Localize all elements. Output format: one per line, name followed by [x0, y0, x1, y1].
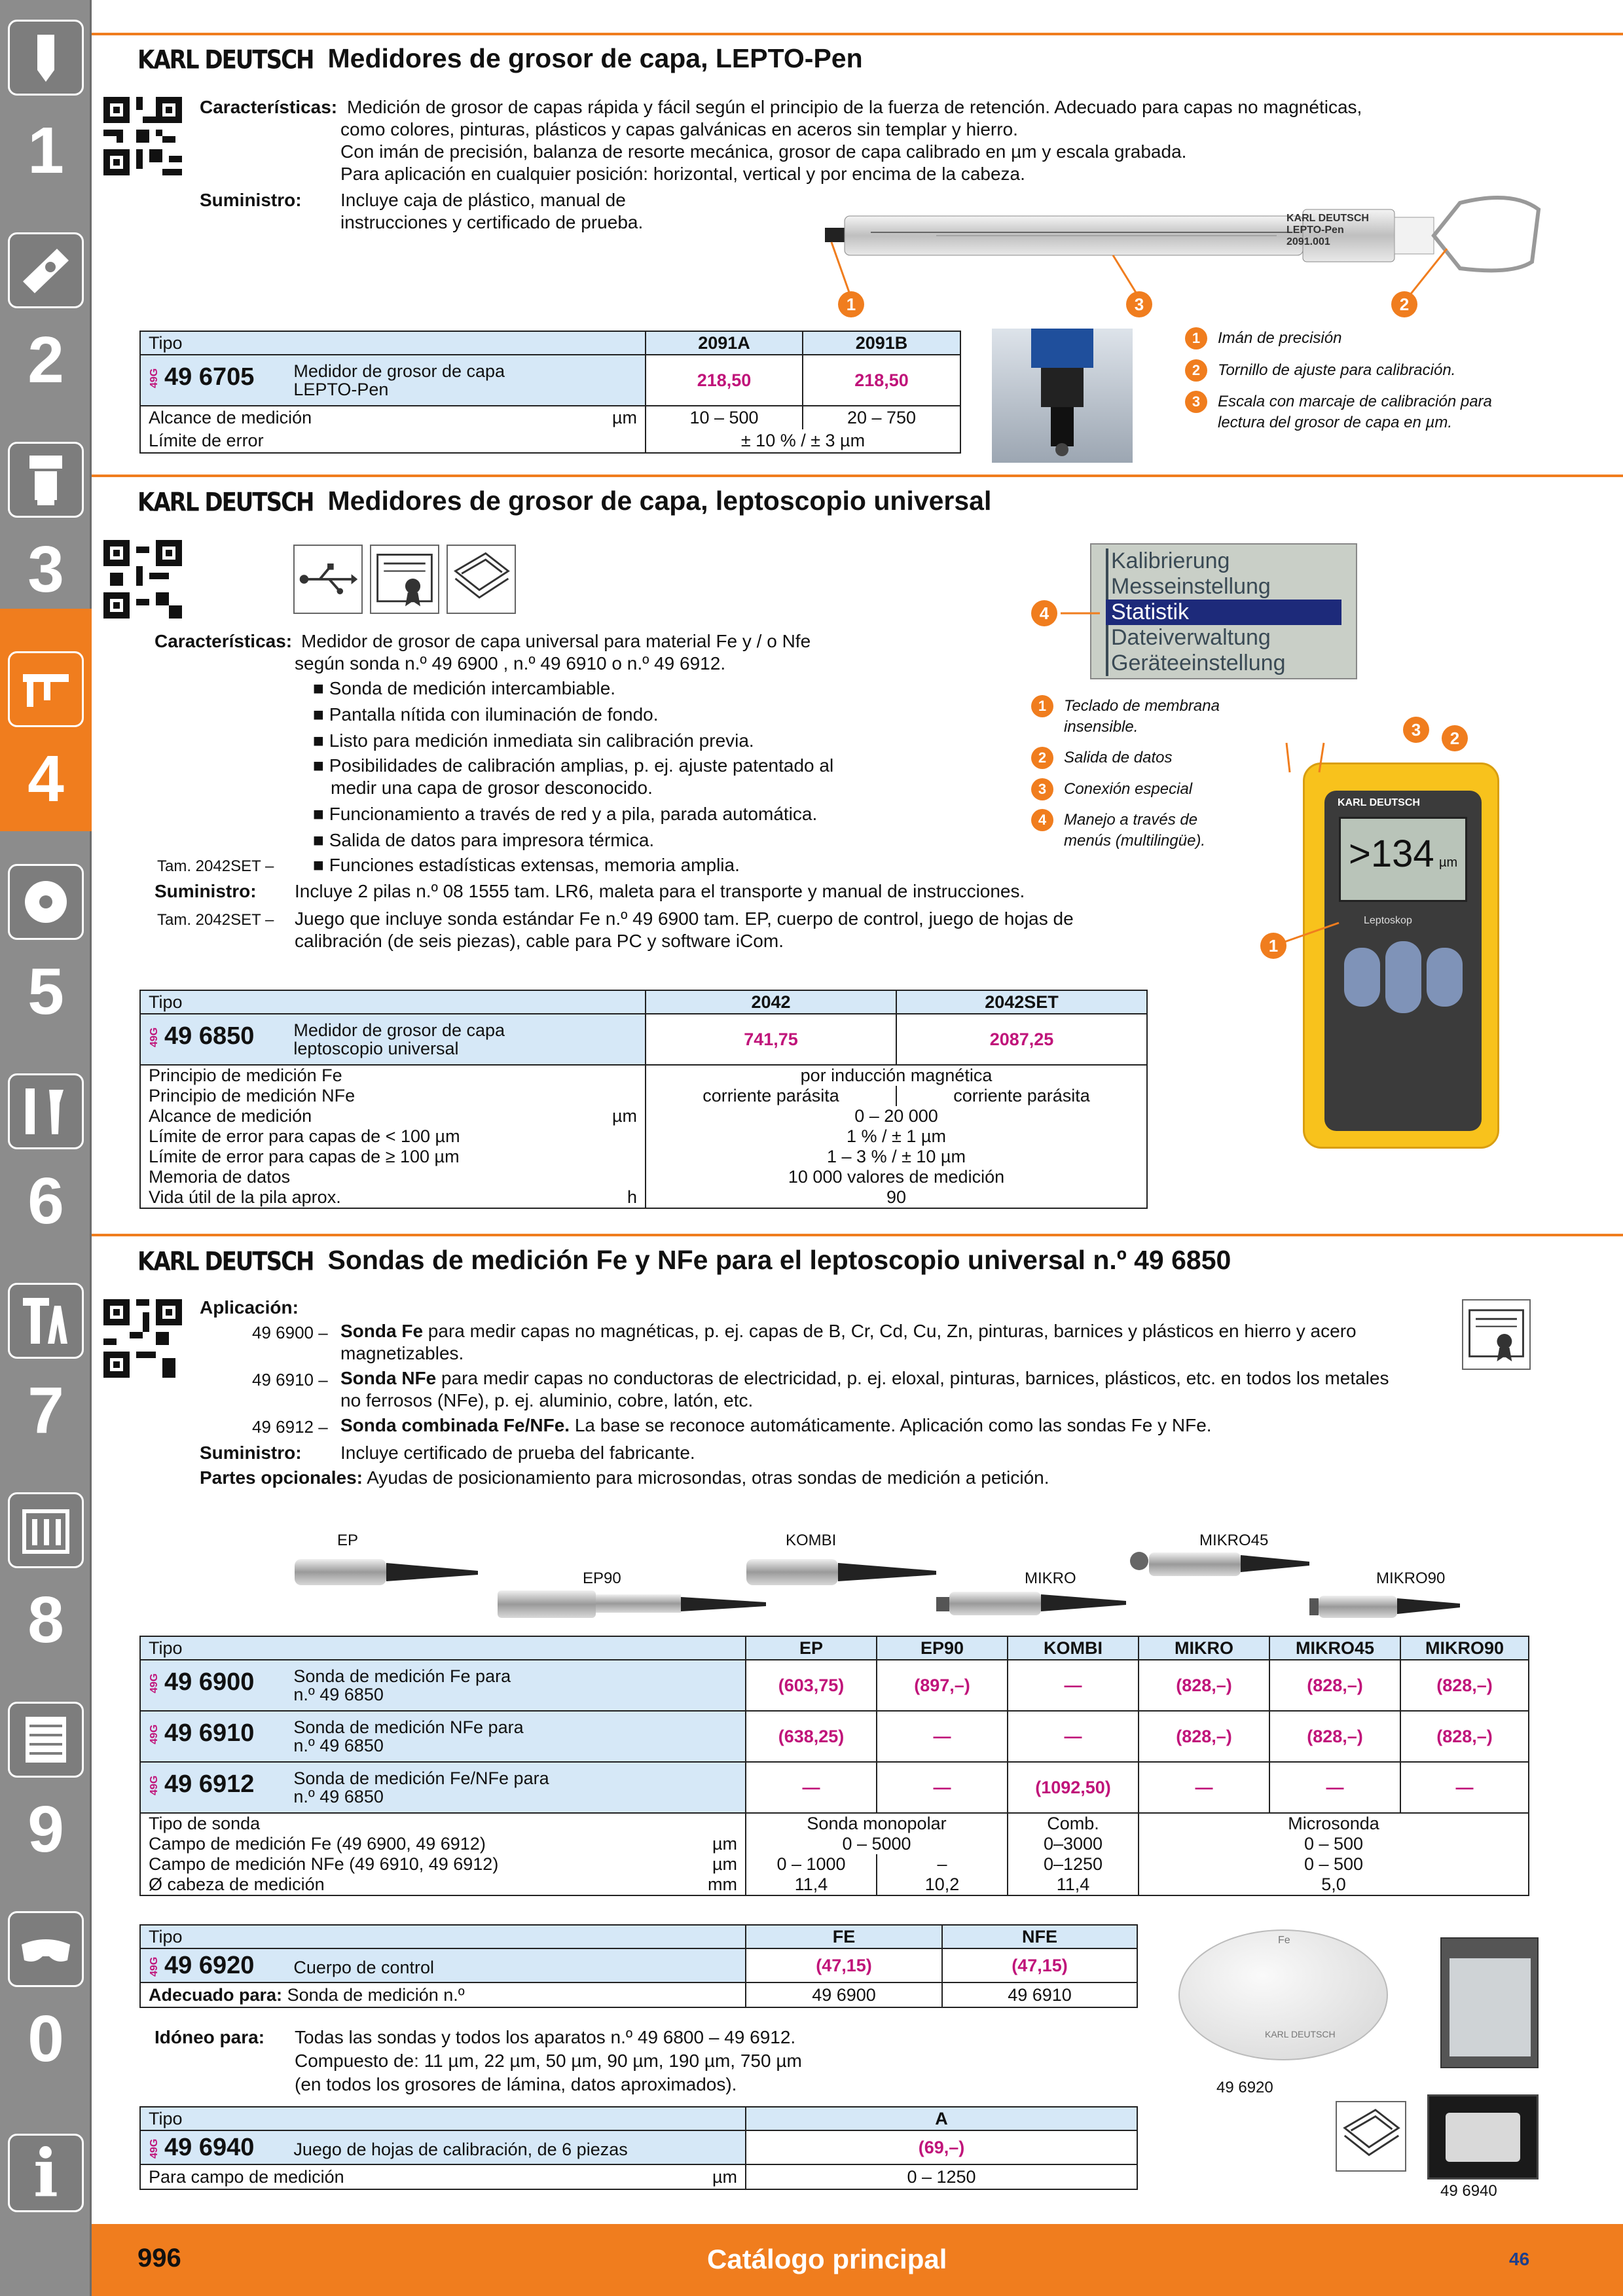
- footer-page-number: 996: [137, 2244, 181, 2272]
- s3-optional-label: Partes opcionales:: [200, 1467, 363, 1488]
- chapter-8-toolcase-icon[interactable]: [8, 1492, 84, 1568]
- s2-legend-4b: menús (multilingüe).: [1064, 832, 1206, 850]
- section-1-top-rule: [92, 33, 1623, 35]
- s3-p1-ep[interactable]: (603,75): [746, 1660, 877, 1711]
- s1-range-2091b: 20 – 750: [803, 406, 960, 429]
- menu-item-messeinstellung: Messeinstellung: [1106, 574, 1341, 600]
- s1-range-unit: µm: [611, 408, 637, 427]
- chapter-6-number[interactable]: 6: [27, 1164, 64, 1238]
- s3-spec-1-b: Comb.: [1008, 1813, 1139, 1834]
- s5-group-tag: 49G: [149, 2138, 160, 2159]
- s3-app-code-2: 49 6910 –: [252, 1370, 328, 1390]
- s4-product-cell: [140, 1948, 746, 1982]
- s3-app-text-1b: magnetizables.: [340, 1343, 464, 1363]
- s3-col-mikro90: MIKRO90: [1400, 1636, 1529, 1660]
- s2-bullet-7: ■ Funciones estadísticas extensas, memoria amplia.: [313, 855, 740, 875]
- s1-feature-line-3: Con imán de precisión, balanza de resorte mecánica, grosor de capa calibrado en µm y escala grabada.: [340, 141, 1187, 162]
- s3-p2-mikro90[interactable]: (828,–): [1400, 1711, 1529, 1762]
- s4-ideal-line-3: (en todos los grosores de lámina, datos aproximados).: [295, 2074, 737, 2094]
- section-3-title: Sondas de medición Fe y NFe para el leptoscopio universal n.º 49 6850: [327, 1245, 1231, 1275]
- s3-p3-mikro: —: [1139, 1762, 1269, 1813]
- s3-product-3-desc-2: n.º 49 6850: [293, 1787, 384, 1806]
- pen-tip-photo: [992, 329, 1133, 463]
- chapter-5-saw-icon[interactable]: [8, 864, 84, 940]
- s1-col-2091a: 2091A: [646, 331, 803, 355]
- foil-case-image: [1427, 2094, 1539, 2179]
- s2-legend-1b: insensible.: [1064, 718, 1139, 736]
- chapter-3-number[interactable]: 3: [27, 533, 64, 606]
- s2-spec-label-cell-7: [140, 1187, 646, 1208]
- s1-legend-1: Imán de precisión: [1218, 329, 1342, 347]
- s3-product-3-desc-1: Sonda de medición Fe/NFe para: [293, 1768, 549, 1788]
- s3-col-ep90: EP90: [877, 1636, 1008, 1660]
- s2-legend-num-3: 3: [1031, 778, 1053, 800]
- s3-p3-kombi[interactable]: (1092,50): [1008, 1762, 1139, 1813]
- s4-tipo-header: Tipo: [140, 1925, 746, 1948]
- s5-tipo-header: Tipo: [140, 2107, 746, 2130]
- pen-callout-lines: [805, 190, 1591, 321]
- s3-spec-unit-3: µm: [712, 1854, 737, 1874]
- pen-engraving-brand: KARL DEUTSCH: [1286, 213, 1369, 224]
- s4-image-label-1: 49 6920: [1216, 2079, 1273, 2096]
- s1-supply-label: Suministro:: [200, 190, 302, 210]
- s3-spec-3-a1: 0 – 1000: [746, 1854, 877, 1874]
- s2-spec-val-3: 0 – 20 000: [646, 1106, 1147, 1126]
- s3-p3-ep: —: [746, 1762, 877, 1813]
- s2-tam-prefix-2: Tam. 2042SET –: [157, 911, 274, 929]
- s4-product-code[interactable]: 49 6920: [164, 1951, 255, 1979]
- device-callout-2: 2: [1442, 725, 1468, 751]
- s2-spec-label-2: Principio de medición NFe: [140, 1086, 646, 1106]
- s2-product-code[interactable]: 49 6850: [164, 1022, 255, 1050]
- s1-col-2091b: 2091B: [803, 331, 960, 355]
- s1-supply-line-1: Incluye caja de plástico, manual de: [340, 190, 626, 210]
- s4-image-label-2: 49 6940: [1440, 2182, 1497, 2200]
- s3-spec-label-1: Tipo de sonda: [140, 1813, 746, 1834]
- menu-screen: [1090, 543, 1357, 679]
- s3-product-2-desc-1: Sonda de medición NFe para: [293, 1717, 524, 1737]
- chapter-info-icon[interactable]: [8, 2134, 84, 2212]
- s5-price-a[interactable]: (69,–): [746, 2130, 1137, 2164]
- s3-p2-mikro45[interactable]: (828,–): [1269, 1711, 1400, 1762]
- pen-engraving-model: LEPTO-Pen: [1286, 224, 1344, 236]
- s1-legend-2: Tornillo de ajuste para calibración.: [1218, 361, 1456, 379]
- s3-p1-mikro45[interactable]: (828,–): [1269, 1660, 1400, 1711]
- s3-product-cell-2: [140, 1711, 746, 1762]
- s3-spec-4-a2: 10,2: [877, 1874, 1008, 1895]
- probe-label-ep90: EP90: [583, 1570, 621, 1587]
- s3-supply-text: Incluye certificado de prueba del fabricante.: [340, 1443, 695, 1463]
- pen-tip-drawing: [992, 329, 1133, 463]
- s2-tipo-header: Tipo: [140, 990, 646, 1014]
- s2-bullet-2-text: Pantalla nítida con iluminación de fondo.: [329, 704, 659, 725]
- chapter-9-number[interactable]: 9: [27, 1793, 64, 1866]
- s3-spec-3-c: 0 – 500: [1139, 1854, 1529, 1874]
- s4-fit-label: Adecuado para:: [149, 1984, 283, 2005]
- s3-app-name-2: Sonda NFe: [340, 1368, 437, 1388]
- s3-spec-2-c: 0 – 500: [1139, 1834, 1529, 1854]
- brand-logo-3: KARL DEUTSCH: [137, 1247, 314, 1277]
- s3-spec-2-b: 0–3000: [1008, 1834, 1139, 1854]
- s2-feature-line-2: según sonda n.º 49 6900 , n.º 49 6910 o n.º 49 6912.: [295, 653, 726, 673]
- chapter-8-number[interactable]: 8: [27, 1583, 64, 1657]
- s1-product-desc-2: LEPTO-Pen: [293, 380, 389, 399]
- section-3-heading: [137, 1245, 1231, 1276]
- s5-range-value: 0 – 1250: [746, 2164, 1137, 2189]
- s3-product-1-desc-2: n.º 49 6850: [293, 1685, 384, 1704]
- s3-p1-mikro[interactable]: (828,–): [1139, 1660, 1269, 1711]
- s3-spec-1-c: Microsonda: [1139, 1813, 1529, 1834]
- probe-label-mikro: MIKRO: [1025, 1570, 1076, 1587]
- s3-product-cell-3: [140, 1762, 746, 1813]
- s3-spec-4-c: 5,0: [1139, 1874, 1529, 1895]
- menu-callout-4: 4: [1031, 600, 1057, 626]
- s2-product-table: [139, 990, 1148, 1209]
- s3-spec-unit-2: µm: [712, 1834, 737, 1854]
- qr-code-section-1[interactable]: [103, 97, 182, 175]
- s4-ideal-line-2: Compuesto de: 11 µm, 22 µm, 50 µm, 90 µm, 190 µm, 750 µm: [295, 2051, 802, 2071]
- chapter-9-cabinet-icon[interactable]: [8, 1702, 84, 1778]
- foil-case-insert: [1446, 2113, 1520, 2162]
- s3-p1-ep90[interactable]: (897,–): [877, 1660, 1008, 1711]
- s2-bullet-2: ■ Pantalla nítida con iluminación de fondo.: [313, 704, 659, 725]
- s4-col-nfe: NFE: [942, 1925, 1137, 1948]
- s2-bullet-4-cont: medir una capa de grosor desconocido.: [331, 778, 653, 798]
- s3-spec-1-a: Sonda monopolar: [746, 1813, 1008, 1834]
- s3-optional-line: [200, 1466, 1049, 1490]
- s2-spec-label-1: Principio de medición Fe: [140, 1065, 646, 1086]
- s3-app-text-3: La base se reconoce automáticamente. Aplicación como las sondas Fe y NFe.: [574, 1415, 1212, 1435]
- s3-app-line-2: [340, 1367, 1389, 1390]
- s5-range-cell: [140, 2164, 746, 2189]
- s3-optional-text: Ayudas de posicionamiento para microsondas, otras sondas de medición a petición.: [367, 1467, 1049, 1488]
- s2-bullet-7-text: Funciones estadísticas extensas, memoria amplia.: [329, 855, 740, 875]
- qr-code-section-2[interactable]: [103, 540, 182, 619]
- s3-product-2-desc-2: n.º 49 6850: [293, 1736, 384, 1755]
- probe-label-mikro45: MIKRO45: [1199, 1532, 1269, 1549]
- s2-legend-num-4: 4: [1031, 809, 1053, 831]
- disc-text-brand: KARL DEUTSCH: [1265, 2029, 1336, 2039]
- s3-app-code-1: 49 6900 –: [252, 1323, 328, 1342]
- s3-spec-4-a1: 11,4: [746, 1874, 877, 1895]
- s1-product-desc-1: Medidor de grosor de capa: [293, 361, 505, 381]
- s2-product-cell: [140, 1014, 646, 1065]
- probe-label-mikro90: MIKRO90: [1376, 1570, 1446, 1587]
- s2-product-desc-2: leptoscopio universal: [293, 1039, 459, 1058]
- s1-product-table: [139, 331, 961, 454]
- s4-fit-nfe: 49 6910: [942, 1982, 1137, 2007]
- foil-box-image: [1440, 1937, 1539, 2068]
- s1-feature-line-2: como colores, pinturas, plásticos y capas galvánicas en aceros sin templar y hierro.: [340, 119, 1018, 139]
- s3-spec-3-a2: –: [877, 1854, 1008, 1874]
- s1-range-label-cell: [140, 406, 646, 429]
- s5-product-table: [139, 2106, 1138, 2190]
- s2-spec-label-4: Límite de error para capas de < 100 µm: [140, 1126, 646, 1147]
- s1-product-code[interactable]: 49 6705: [164, 363, 255, 391]
- chapter-7-number[interactable]: 7: [27, 1374, 64, 1447]
- chapter-sidebar: [0, 0, 92, 2296]
- s2-spec-unit-3: µm: [611, 1106, 637, 1126]
- s2-feature-line-1: Medidor de grosor de capa universal para material Fe y / o Nfe: [301, 631, 811, 651]
- s2-bullet-6: ■ Salida de datos para impresora térmica.: [313, 830, 655, 850]
- s3-product-cell-1: [140, 1660, 746, 1711]
- s1-group-tag: 49G: [149, 368, 160, 389]
- s3-app-name-3: Sonda combinada Fe/NFe.: [340, 1415, 570, 1435]
- s2-spec-val-4: 1 % / ± 1 µm: [646, 1126, 1147, 1147]
- s4-fit-fe: 49 6900: [746, 1982, 942, 2007]
- s3-spec-unit-4: mm: [708, 1874, 737, 1894]
- brand-logo: KARL DEUTSCH: [137, 45, 314, 75]
- s4-ideal-label: Idóneo para:: [155, 2027, 265, 2047]
- s2-bullet-6-text: Salida de datos para impresora térmica.: [329, 830, 655, 850]
- s2-spec-val-2b: corriente parásita: [896, 1086, 1147, 1106]
- s3-spec-4-b: 11,4: [1008, 1874, 1139, 1895]
- s1-range-label: Alcance de medición: [149, 408, 312, 427]
- chapter-0-number[interactable]: 0: [27, 2002, 64, 2075]
- s3-app-text-2b: no ferrosos (NFe), p. ej. aluminio, cobre, latón, etc.: [340, 1390, 754, 1410]
- probes-image: [288, 1525, 1467, 1636]
- s1-legend-num-2: 2: [1185, 359, 1207, 382]
- s2-price-2042set[interactable]: 2087,25: [896, 1014, 1147, 1065]
- s2-spec-label-6: Memoria de datos: [140, 1167, 646, 1187]
- s3-product-table: [139, 1636, 1529, 1896]
- s2-bullet-5-text: Funcionamiento a través de red y a pila, parada automática.: [329, 804, 818, 824]
- section-2-title: Medidores de grosor de capa, leptoscopio universal: [327, 486, 992, 516]
- s1-error-value: ± 10 % / ± 3 µm: [646, 429, 960, 453]
- s4-product-desc: Cuerpo de control: [293, 1957, 435, 1977]
- s2-spec-label-3: Alcance de medición: [149, 1106, 312, 1126]
- s3-p3-ep90: —: [877, 1762, 1008, 1813]
- s2-legend-2: Salida de datos: [1064, 749, 1173, 766]
- s2-legend-4a: Manejo a través de: [1064, 811, 1198, 829]
- s3-app-code-3: 49 6912 –: [252, 1417, 328, 1437]
- certificate-icon-2: [1462, 1299, 1531, 1370]
- probe-label-kombi: KOMBI: [786, 1532, 837, 1549]
- chapter-4-number[interactable]: 4: [27, 742, 64, 816]
- disc-text-fe: Fe: [1278, 1935, 1290, 1946]
- chapter-6-wrench-icon[interactable]: [8, 1073, 84, 1149]
- menu-item-statistik: Statistik: [1106, 600, 1341, 625]
- s1-error-label: Límite de error: [140, 429, 646, 453]
- footer-edition-number: 46: [1509, 2249, 1530, 2269]
- s3-app-line-1: [340, 1319, 1357, 1343]
- s2-spec-val-5: 1 – 3 % / ± 10 µm: [646, 1147, 1147, 1167]
- s3-col-mikro45: MIKRO45: [1269, 1636, 1400, 1660]
- s3-spec-3-b: 0–1250: [1008, 1854, 1139, 1874]
- s1-legend-3b: lectura del grosor de capa en µm.: [1218, 414, 1453, 431]
- s4-col-fe: FE: [746, 1925, 942, 1948]
- s2-legend-num-2: 2: [1031, 747, 1053, 769]
- s2-spec-label-7: Vida útil de la pila aprox.: [149, 1187, 341, 1207]
- s1-legend-num-1: 1: [1185, 327, 1207, 350]
- s3-group-tag-2: 49G: [149, 1724, 160, 1745]
- s2-spec-label-5: Límite de error para capas de ≥ 100 µm: [140, 1147, 646, 1167]
- s5-product-code[interactable]: 49 6940: [164, 2133, 255, 2161]
- s4-fit-cell: [140, 1982, 746, 2007]
- s3-spec-label-3: Campo de medición NFe (49 6910, 49 6912): [149, 1854, 499, 1874]
- s2-bullet-3-text: Listo para medición inmediata sin calibración previa.: [329, 730, 754, 751]
- chapter-7-pliers-icon[interactable]: [8, 1283, 84, 1359]
- foil-box-label: [1450, 1958, 1531, 2056]
- device-model: Leptoskop: [1364, 915, 1412, 926]
- section-2-top-rule: [92, 475, 1623, 477]
- device-unit: µm: [1439, 855, 1458, 870]
- s1-range-2091a: 10 – 500: [646, 406, 803, 429]
- s4-price-fe[interactable]: (47,15): [746, 1948, 942, 1982]
- s2-legend-3: Conexión especial: [1064, 780, 1193, 798]
- s2-group-tag: 49G: [149, 1027, 160, 1048]
- s2-spec-val-2a: corriente parásita: [646, 1086, 896, 1106]
- footer-bar: [92, 2224, 1623, 2296]
- s2-tam-prefix-1: Tam. 2042SET –: [157, 857, 274, 875]
- device-brand: KARL DEUTSCH: [1338, 797, 1420, 808]
- s3-p1-mikro90[interactable]: (828,–): [1400, 1660, 1529, 1711]
- s3-app-label: Aplicación:: [200, 1297, 299, 1318]
- s3-app-text-2a: para medir capas no conductoras de electricidad, p. ej. eloxal, pinturas, barnices, plásticos, etc. en todos los metales: [441, 1368, 1389, 1388]
- s3-spec-cell-4: [140, 1874, 746, 1895]
- s4-group-tag: 49G: [149, 1956, 160, 1977]
- s3-product-code-1[interactable]: 49 6900: [164, 1668, 255, 1696]
- s2-price-2042[interactable]: 741,75: [646, 1014, 896, 1065]
- s5-col-a: A: [746, 2107, 1137, 2130]
- menu-item-kalibrierung: Kalibrierung: [1106, 548, 1341, 574]
- chapter-1-drill-icon[interactable]: [8, 20, 84, 96]
- menu-item-dateiverwaltung: Dateiverwaltung: [1106, 625, 1341, 651]
- s2-bullet-5: ■ Funcionamiento a través de red y a pila, parada automática.: [313, 804, 818, 824]
- s3-product-1-desc-1: Sonda de medición Fe para: [293, 1666, 511, 1686]
- s2-bullet-4: ■ Posibilidades de calibración amplias, p. ej. ajuste patentado al: [313, 755, 834, 776]
- carry-case-icon: [447, 545, 516, 614]
- s2-col-2042set: 2042SET: [896, 990, 1147, 1014]
- pen-callout-1: 1: [838, 291, 864, 317]
- s3-group-tag-1: 49G: [149, 1673, 160, 1694]
- chapter-2-insert-icon[interactable]: [8, 232, 84, 308]
- s2-legend-1a: Teclado de membrana: [1064, 697, 1220, 715]
- footer-catalog-title: Catálogo principal: [707, 2244, 947, 2274]
- s2-bullet-1: ■ Sonda de medición intercambiable.: [313, 678, 616, 698]
- s2-spec-val-6: 10 000 valores de medición: [646, 1167, 1147, 1187]
- s3-p2-ep[interactable]: (638,25): [746, 1711, 877, 1762]
- s1-supply-line-2: instrucciones y certificado de prueba.: [340, 212, 644, 232]
- chapter-info-letter: i: [33, 2134, 58, 2212]
- s3-p2-ep90: —: [877, 1711, 1008, 1762]
- section-1-heading: [137, 43, 863, 74]
- s1-features-label: Características:: [200, 97, 338, 117]
- s3-spec-label-2: Campo de medición Fe (49 6900, 49 6912): [149, 1834, 486, 1854]
- control-disc-image: [1178, 1929, 1388, 2060]
- s2-set-line-1: Juego que incluye sonda estándar Fe n.º 49 6900 tam. EP, cuerpo de control, juego de hojas de: [295, 908, 1074, 929]
- brand-logo-2: KARL DEUTSCH: [137, 488, 314, 518]
- s5-product-cell: [140, 2130, 746, 2164]
- s1-feature-line-4: Para aplicación en cualquier posición: horizontal, vertical y por encima de la cabeza.: [340, 164, 1025, 184]
- s4-ideal-line-1: Todas las sondas y todos los aparatos n.º 49 6800 – 49 6912.: [295, 2027, 796, 2047]
- s3-group-tag-3: 49G: [149, 1775, 160, 1796]
- s3-spec-cell-2: [140, 1834, 746, 1854]
- s2-product-desc-1: Medidor de grosor de capa: [293, 1020, 505, 1040]
- chapter-1-number[interactable]: 1: [27, 114, 64, 187]
- s2-spec-label-cell-3: [140, 1106, 646, 1126]
- s3-p3-mikro90: —: [1400, 1762, 1529, 1813]
- pen-engraving-serial: 2091.001: [1286, 236, 1330, 247]
- s3-p1-kombi: —: [1008, 1660, 1139, 1711]
- s3-app-line-3: [340, 1414, 1212, 1437]
- s2-bullet-4-text: Posibilidades de calibración amplias, p. ej. ajuste patentado al: [329, 755, 834, 776]
- s2-spec-val-1: por inducción magnética: [646, 1065, 1147, 1086]
- chapter-5-number[interactable]: 5: [27, 955, 64, 1028]
- device-callout-3: 3: [1403, 717, 1429, 743]
- s3-p2-kombi: —: [1008, 1711, 1139, 1762]
- menu-item-geraeteeinstellung: Geräteeinstellung: [1106, 651, 1341, 676]
- s3-spec-label-4: Ø cabeza de medición: [149, 1874, 325, 1894]
- s4-product-table: [139, 1924, 1138, 2008]
- certificate-icon: [370, 545, 439, 614]
- s3-spec-cell-3: [140, 1854, 746, 1874]
- qr-code-section-3[interactable]: [103, 1299, 182, 1378]
- s1-price-2091a[interactable]: 218,50: [646, 355, 803, 406]
- section-2-heading: [137, 486, 991, 516]
- s5-range-unit: µm: [712, 2166, 737, 2187]
- s3-spec-2-a: 0 – 5000: [746, 1834, 1008, 1854]
- chapter-3-chuck-icon[interactable]: [8, 442, 84, 518]
- s3-app-text-1a: para medir capas no magnéticas, p. ej. capas de B, Cr, Cd, Cu, Zn, pinturas, barnices y plásticos en hierro y acero: [428, 1321, 1357, 1341]
- s2-supply-text: Incluye 2 pilas n.º 08 1555 tam. LR6, maleta para el transporte y manual de instrucciones.: [295, 881, 1025, 901]
- chapter-4-caliper-icon[interactable]: [8, 651, 84, 727]
- device-callout-1: 1: [1260, 933, 1286, 959]
- s3-p3-mikro45: —: [1269, 1762, 1400, 1813]
- s2-col-2042: 2042: [646, 990, 896, 1014]
- chapter-2-number[interactable]: 2: [27, 323, 64, 397]
- pen-callout-3: 3: [1126, 291, 1152, 317]
- pen-callout-2: 2: [1391, 291, 1417, 317]
- s3-col-ep: EP: [746, 1636, 877, 1660]
- s4-fit-text: Sonda de medición n.º: [287, 1984, 465, 2005]
- s2-spec-val-7: 90: [646, 1187, 1147, 1208]
- s1-legend-3a: Escala con marcaje de calibración para: [1218, 393, 1492, 410]
- s3-product-code-3[interactable]: 49 6912: [164, 1770, 255, 1799]
- s2-legend-num-1: 1: [1031, 695, 1053, 717]
- section-1-title: Medidores de grosor de capa, LEPTO-Pen: [327, 43, 863, 73]
- s2-supply-label: Suministro:: [155, 881, 257, 901]
- s2-features-label: Características:: [155, 631, 293, 651]
- s3-p2-mikro[interactable]: (828,–): [1139, 1711, 1269, 1762]
- usb-icon: [293, 545, 363, 614]
- s2-set-line-2: calibración (de seis piezas), cable para PC y software iCom.: [295, 931, 784, 951]
- s1-feature-line-1: Medición de grosor de capas rápida y fácil según el principio de la fuerza de retención. Adecuado para capas no magnéticas,: [347, 97, 1362, 117]
- s1-tipo-header: Tipo: [140, 331, 646, 355]
- s1-legend-num-3: 3: [1185, 391, 1207, 413]
- s3-col-mikro: MIKRO: [1139, 1636, 1269, 1660]
- s3-tipo-header: Tipo: [140, 1636, 746, 1660]
- section-3-top-rule: [92, 1234, 1623, 1236]
- s1-price-2091b[interactable]: 218,50: [803, 355, 960, 406]
- s3-supply-label: Suministro:: [200, 1443, 302, 1463]
- s5-product-desc: Juego de hojas de calibración, de 6 piezas: [293, 2139, 628, 2159]
- chapter-0-safety-goggles-icon[interactable]: [8, 1911, 84, 1987]
- s2-bullet-3: ■ Listo para medición inmediata sin calibración previa.: [313, 730, 754, 751]
- s3-app-name-1: Sonda Fe: [340, 1321, 424, 1341]
- s5-range-label: Para campo de medición: [149, 2166, 344, 2187]
- probe-label-ep: EP: [337, 1532, 359, 1549]
- s4-price-nfe[interactable]: (47,15): [942, 1948, 1137, 1982]
- s3-product-code-2[interactable]: 49 6910: [164, 1719, 255, 1748]
- s2-bullet-1-text: Sonda de medición intercambiable.: [329, 678, 616, 698]
- s1-product-cell: [140, 355, 646, 406]
- carry-case-icon-2: [1336, 2101, 1406, 2172]
- s3-col-kombi: KOMBI: [1008, 1636, 1139, 1660]
- device-reading: >134: [1349, 833, 1434, 875]
- s2-spec-unit-7: h: [627, 1187, 637, 1207]
